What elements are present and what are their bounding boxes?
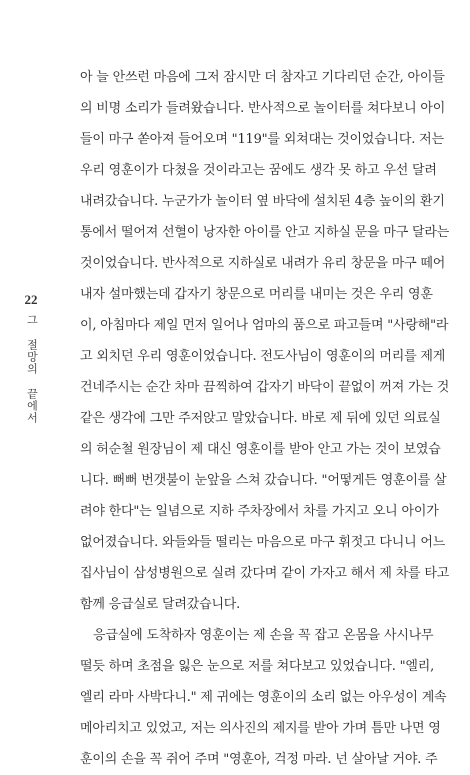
text-line: 함께 응급실로 달려갔습니다. [80, 597, 241, 612]
text-line: 떨듯 하며 초점을 잃은 눈으로 저를 쳐다보고 있었습니다. "엘리, [80, 659, 435, 674]
text-line: 메아리치고 있었고, 저는 의사진의 제지를 받아 가며 틈만 나면 영 [80, 721, 441, 736]
text-line: 훈이의 손을 꼭 쥐어 주며 "영훈아, 걱정 마라. 넌 살아날 거야. 주 [80, 752, 438, 767]
page-margin-header [18, 292, 44, 424]
text-line: 들이 마구 쏟아져 들어오며 "119"를 외쳐대는 것이었습니다. 저는 [80, 132, 444, 147]
text-line: 엘리 라마 사박다니." 제 귀에는 영훈이의 소리 없는 아우성이 계속 [80, 690, 447, 705]
text-line: 아 늘 안쓰런 마음에 그저 잠시만 더 참자고 기다리던 순간, 아이들 [80, 70, 445, 85]
text-line: 없어졌습니다. 와들와들 떨리는 마음으로 마구 휘젓고 다니니 어느 [80, 535, 446, 550]
body-text [80, 62, 452, 775]
text-line: 려야 한다"는 일념으로 지하 주차장에서 차를 가지고 오니 아이가 [80, 504, 439, 519]
text-line: 통에서 떨어져 선혈이 낭자한 아이를 안고 지하실 문을 마구 달라는 [80, 225, 450, 240]
text-line: 의 허순철 원장님이 제 대신 영훈이를 받아 안고 가는 것이 보였습 [80, 442, 441, 457]
chapter-title: 그 절망의 끝에서 [25, 314, 38, 424]
page-number: 22 [24, 292, 38, 307]
text-line: 우리 영훈이가 다쳤을 것이라고는 꿈에도 생각 못 하고 우선 달려 [80, 163, 437, 178]
text-line: 내려갔습니다. 누군가가 놀이터 옆 바닥에 설치된 4층 높이의 환기 [80, 194, 445, 209]
text-line: 의 비명 소리가 들려왔습니다. 반사적으로 놀이터를 쳐다보니 아이 [80, 101, 446, 116]
text-line: 건네주시는 순간 차마 끔찍하여 갑자기 바닥이 끝없이 꺼져 가는 것 [80, 380, 450, 395]
text-line: 이, 아침마다 제일 먼저 일어나 엄마의 품으로 파고들며 "사랑해"라 [80, 318, 449, 333]
text-line: 니다. 뻐뻐 번갯불이 눈앞을 스쳐 갔습니다. "어떻게든 영훈이를 살 [80, 473, 447, 488]
text-line: 것이었습니다. 반사적으로 지하실로 내려가 유리 창문을 마구 떼어 [80, 256, 446, 271]
paragraph-start-line: 응급실에 도착하자 영훈이는 제 손을 꼭 잡고 온몸을 사시나무 [93, 628, 434, 643]
text-line: 집사님이 삼성병원으로 실려 갔다며 같이 가자고 해서 제 차를 타고 [80, 566, 450, 581]
text-line: 내자 설마했는데 갑자기 창문으로 머리를 내미는 것은 우리 영훈 [80, 287, 433, 302]
text-line: 고 외치던 우리 영훈이었습니다. 전도사님이 영훈이의 머리를 제게 [80, 349, 446, 364]
text-line: 같은 생각에 그만 주저앉고 말았습니다. 바로 제 뒤에 있던 의료실 [80, 411, 441, 426]
